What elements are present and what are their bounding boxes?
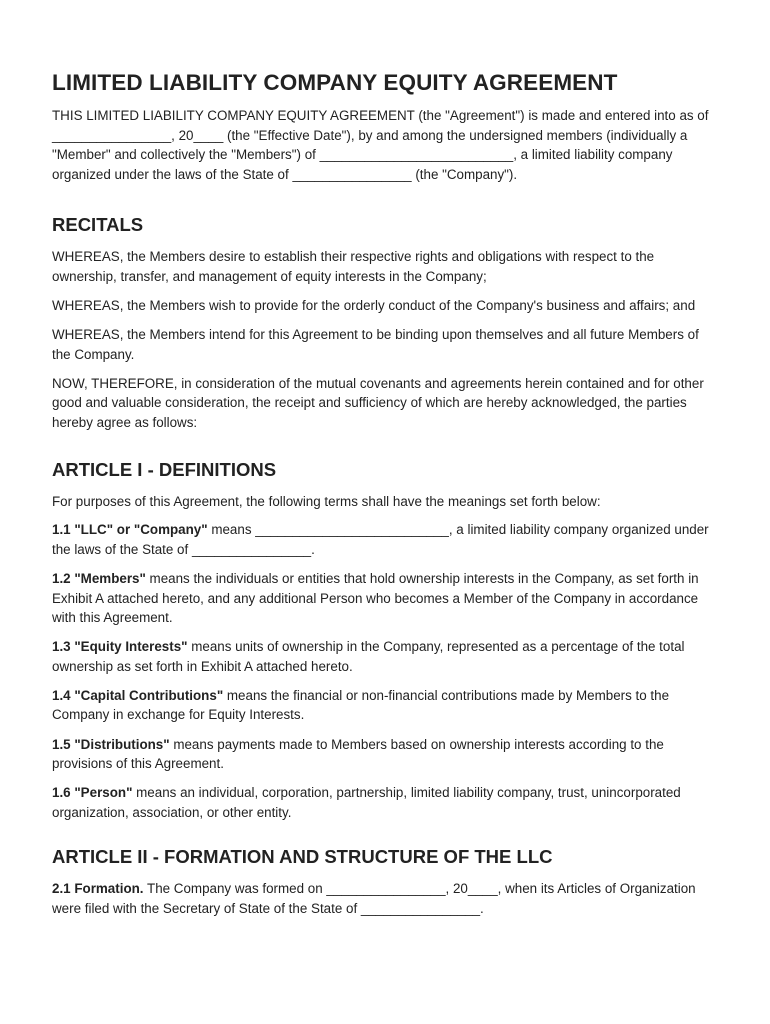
now-therefore-paragraph: NOW, THEREFORE, in consideration of the mutual covenants and agreements herein contained and for other good and valuable consideration, the receipt and sufficiency of which are hereby acknowledged, the parties hereby agree as follows:	[52, 375, 704, 431]
definition-term: 1.3 "Equity Interests"	[52, 639, 188, 655]
recitals-heading: RECITALS	[52, 214, 144, 236]
intro-paragraph: THIS LIMITED LIABILITY COMPANY EQUITY AGREEMENT (the "Agreement") is made and entered into as of ________________, 20____ (the "Effective Date"), by and among the undersigned members (individually a "Member" and collectively the "Members") of __________________________, a limited liability company organized under the laws of the State of ________________ (the "Company").	[52, 108, 709, 182]
section-text: The Company was formed on ________________, 20____, when its Articles of Organization were filed with the Secretary of State of the State of ________________.	[52, 881, 696, 917]
definition-person	[52, 783, 718, 822]
definition-text: means the financial or non-financial contributions made by Members to the Company in exchange for Equity Interests.	[52, 687, 670, 723]
definition-text: means __________________________, a limited liability company organized under the laws of the State of ________________.	[52, 522, 709, 557]
definition-term: 1.6 "Person"	[52, 785, 133, 801]
article-1-heading: ARTICLE I - DEFINITIONS	[52, 458, 277, 480]
recitals-section	[52, 214, 718, 432]
section-formation	[52, 879, 718, 918]
definition-term: 1.5 "Distributions"	[52, 736, 170, 752]
definition-capital-contributions	[52, 686, 718, 725]
definition-llc	[52, 520, 718, 559]
definition-distributions	[52, 735, 718, 774]
section-term: 2.1 Formation.	[52, 881, 144, 897]
definition-text: means the individuals or entities that hold ownership interests in the Company, as set forth in Exhibit A attached hereto, and any additional Person who becomes a Member of the Company in accordance with this Agreement.	[52, 570, 699, 626]
document-title: LIMITED LIABILITY COMPANY EQUITY AGREEMENT	[52, 70, 618, 95]
article-2-section	[52, 846, 718, 918]
definition-members	[52, 569, 718, 628]
article-1-section	[52, 459, 718, 823]
recital-paragraph: WHEREAS, the Members wish to provide for the orderly conduct of the Company's business and affairs; and	[52, 298, 696, 314]
definition-text: means units of ownership in the Company, represented as a percentage of the total ownership as set forth in Exhibit A attached hereto.	[52, 639, 685, 674]
article-2-heading: ARTICLE II - FORMATION AND STRUCTURE OF THE LLC	[52, 846, 553, 868]
definition-term: 1.2 "Members"	[52, 570, 146, 586]
definition-equity-interests	[52, 637, 718, 676]
recital-paragraph: WHEREAS, the Members intend for this Agreement to be binding upon themselves and all future Members of the Company.	[52, 327, 699, 362]
definition-text: means an individual, corporation, partnership, limited liability company, trust, unincorporated organization, association, or other entity.	[52, 785, 681, 820]
definitions-lead: For purposes of this Agreement, the following terms shall have the meanings set forth below:	[52, 493, 601, 509]
definition-text: means payments made to Members based on ownership interests according to the provisions of this Agreement.	[52, 736, 664, 772]
definition-term: 1.4 "Capital Contributions"	[52, 687, 224, 703]
definition-term: 1.1 "LLC" or "Company"	[52, 522, 208, 538]
recital-paragraph: WHEREAS, the Members desire to establish their respective rights and obligations with respect to the ownership, transfer, and management of equity interests in the Company;	[52, 249, 655, 284]
